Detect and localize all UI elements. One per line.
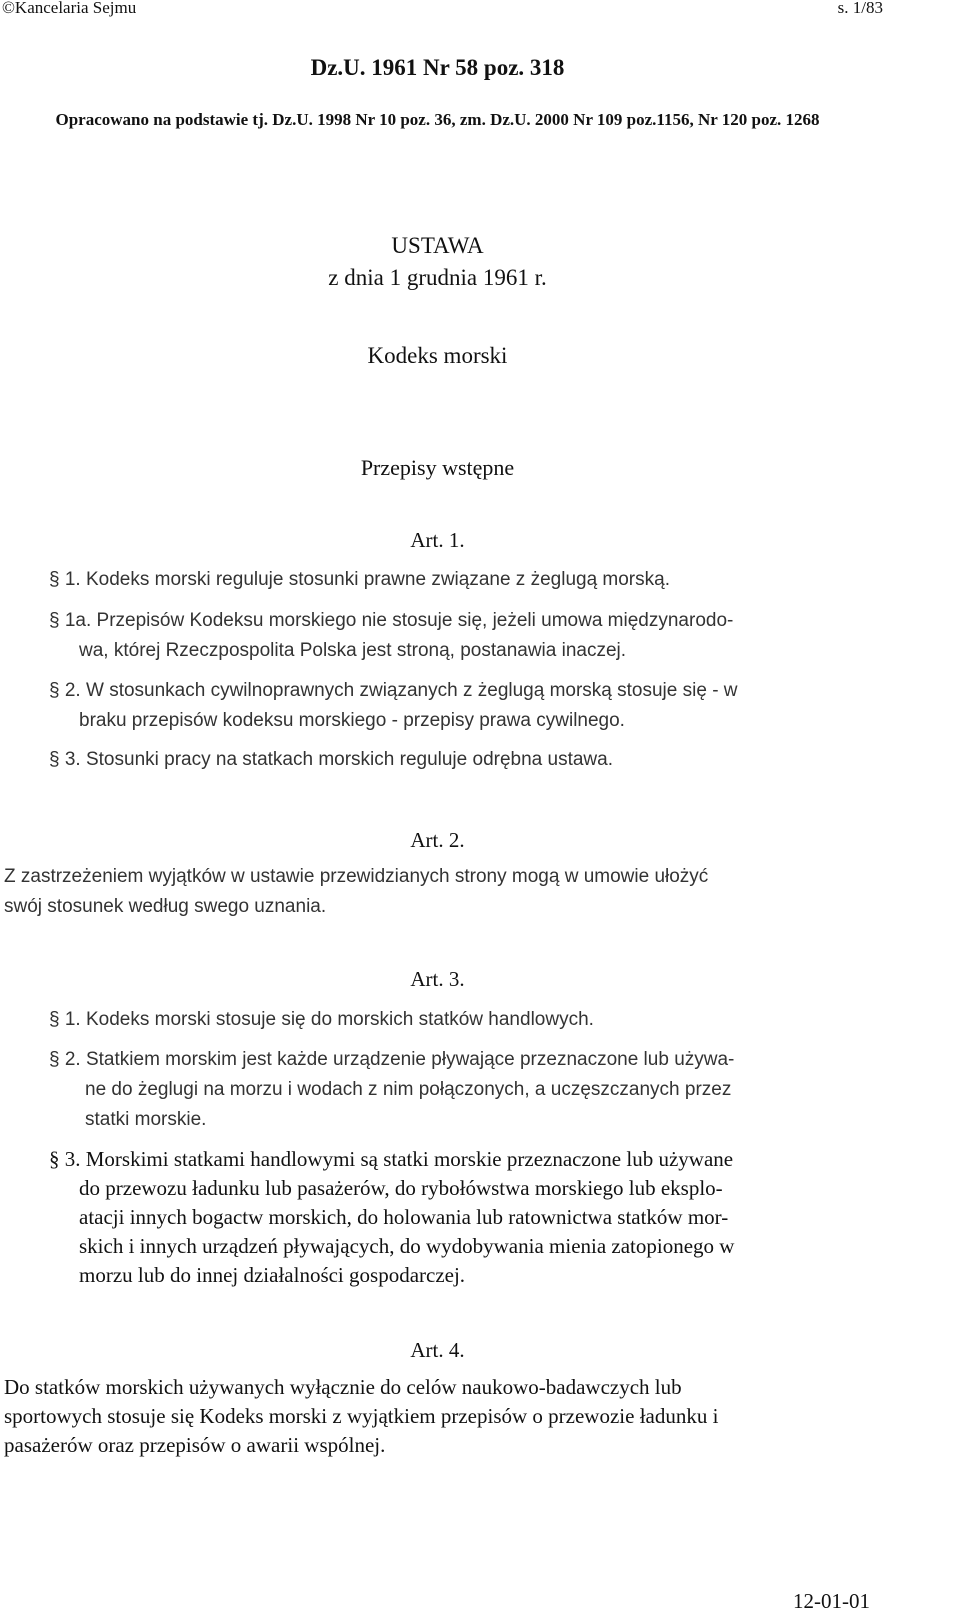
consolidation-basis: Opracowano na podstawie tj. Dz.U. 1998 Nr 10 poz. 36, zm. Dz.U. 2000 Nr 109 poz.1156, Nr 120 poz. 1268 <box>55 110 820 129</box>
article-3-section-2 <box>49 1045 849 1135</box>
footer-code: 12-01-01 <box>793 1589 870 1613</box>
section-number: § 1. <box>49 1009 81 1030</box>
section-number: § 3. <box>49 749 81 770</box>
article-1-section-3 <box>49 745 849 775</box>
chapter-title: Przepisy wstępne <box>360 455 515 480</box>
section-text-line: atacji innych bogactw morskich, do holowania lub ratownictwa statków mor- <box>79 1205 729 1229</box>
article-2-heading: Art. 2. <box>410 828 465 852</box>
section-number: § 1a. <box>49 610 92 631</box>
section-text-line: morzu lub do innej działalności gospodarczej. <box>79 1263 466 1287</box>
section-text-line: do przewozu ładunku lub pasażerów, do rybołówstwa morskiego lub eksplo- <box>79 1176 723 1200</box>
section-number: § 1. <box>49 569 81 590</box>
section-text-line: braku przepisów kodeksu morskiego - przepisy prawa cywilnego. <box>79 710 625 731</box>
section-text-line: Statkiem morskim jest każde urządzenie pływające przeznaczone lub używa- <box>85 1049 735 1070</box>
section-text-line: skich i innych urządzeń pływających, do wydobywania mienia zatopionego w <box>79 1234 735 1258</box>
journal-reference: Dz.U. 1961 Nr 58 poz. 318 <box>310 55 565 80</box>
section-text: Kodeks morski reguluje stosunki prawne związane z żeglugą morską. <box>85 569 670 590</box>
article-1-section-1 <box>49 565 849 595</box>
document-type: USTAWA <box>391 233 484 258</box>
section-number: § 3. <box>49 1147 81 1171</box>
article-3-heading: Art. 3. <box>410 967 465 991</box>
article-text-line: Z zastrzeżeniem wyjątków w ustawie przewidzianych strony mogą w umowie ułożyć <box>4 866 709 887</box>
article-2-text <box>4 862 844 922</box>
section-text: Stosunki pracy na statkach morskich reguluje odrębna ustawa. <box>85 749 613 770</box>
article-3-section-3 <box>49 1145 849 1290</box>
article-4-heading: Art. 4. <box>410 1338 465 1362</box>
article-4-text <box>4 1373 844 1460</box>
section-text-line: W stosunkach cywilnoprawnych związanych z żeglugą morską stosuje się - w <box>85 680 738 701</box>
document-date: z dnia 1 grudnia 1961 r. <box>328 265 547 290</box>
header-copyright: ©Kancelaria Sejmu <box>2 0 137 17</box>
article-text-line: sportowych stosuje się Kodeks morski z wyjątkiem przepisów o przewozie ładunku i <box>4 1404 719 1428</box>
article-3-section-1 <box>49 1005 849 1035</box>
section-text-line: wa, której Rzeczpospolita Polska jest stroną, postanawia inaczej. <box>79 640 627 661</box>
article-text-line: Do statków morskich używanych wyłącznie do celów naukowo-badawczych lub <box>4 1375 682 1399</box>
article-text-line: pasażerów oraz przepisów o awarii wspólnej. <box>4 1433 386 1457</box>
section-text-line: Przepisów Kodeksu morskiego nie stosuje się, jeżeli umowa międzynarodo- <box>96 610 734 631</box>
section-text-line: statki morskie. <box>85 1109 207 1130</box>
section-number: § 2. <box>49 680 81 701</box>
header-page-number: s. 1/83 <box>837 0 883 17</box>
article-1-heading: Art. 1. <box>410 528 465 552</box>
article-text-line: swój stosunek według swego uznania. <box>4 896 327 917</box>
section-text-line: ne do żeglugi na morzu i wodach z nim połączonych, a uczęszczanych przez <box>85 1079 732 1100</box>
document-title: Kodeks morski <box>367 343 508 368</box>
section-number: § 2. <box>49 1049 81 1070</box>
section-text: Kodeks morski stosuje się do morskich statków handlowych. <box>85 1009 594 1030</box>
article-1-section-1a <box>49 606 849 666</box>
section-text-line: Morskimi statkami handlowymi są statki morskie przeznaczone lub używane <box>85 1147 734 1171</box>
article-1-section-2 <box>49 676 849 736</box>
